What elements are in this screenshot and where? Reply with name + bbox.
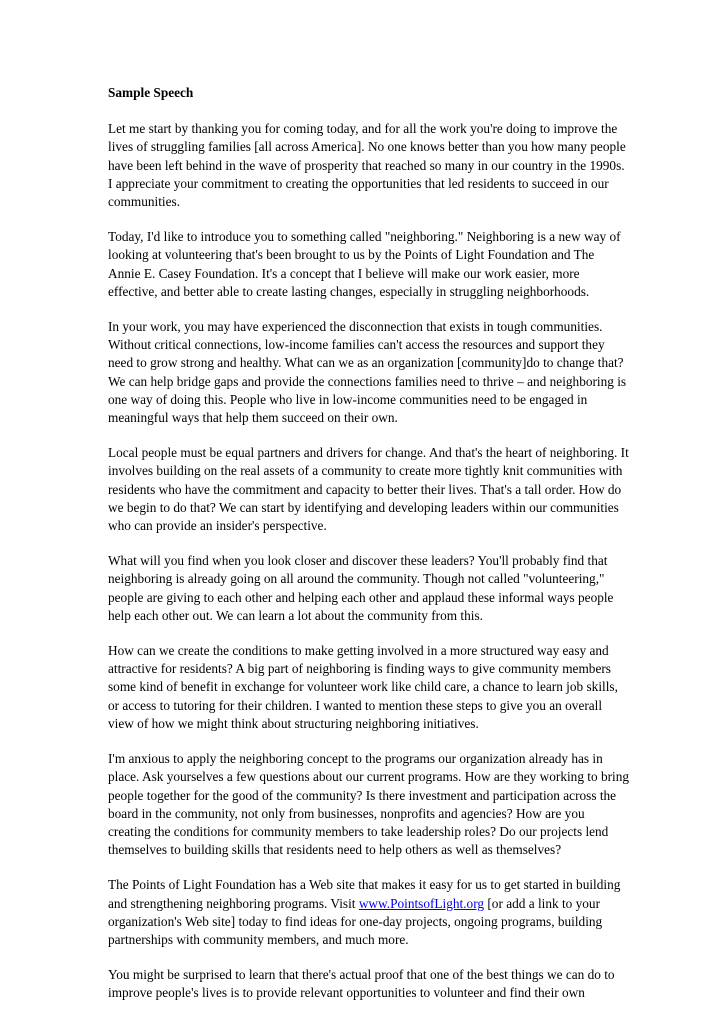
text-line: have been left behind in the wave of prosperity that reached so many in our country in the 1990s. (108, 157, 625, 173)
points-of-light-link[interactable]: www.PointsofLight.org (358, 895, 485, 911)
paragraph-5 (108, 552, 628, 625)
text-line: view of how we might think about structuring neighboring initiatives. (108, 715, 479, 731)
text-line: we begin to do that? We can start by identifying and developing leaders within our communities (108, 499, 619, 515)
text-line: Today, I'd like to introduce you to something called "neighboring." Neighboring is a new way of (108, 229, 621, 245)
text-line: In your work, you may have experienced the disconnection that exists in tough communities. (108, 319, 603, 335)
text-line-with-link (108, 895, 628, 913)
text-line: I'm anxious to apply the neighboring concept to the programs our organization already has in (108, 751, 603, 767)
text-line: improve people's lives is to provide relevant opportunities to volunteer and find their own (108, 985, 585, 1001)
paragraph-8 (108, 876, 628, 949)
text-line: place. Ask yourselves a few questions about our current programs. How are they working to bring (108, 769, 630, 785)
text-line: organization's Web site] today to find ideas for one-day projects, ongoing programs, building (108, 913, 603, 929)
text-line: looking at volunteering that's been brought to us by the Points of Light Foundation and The (108, 247, 595, 263)
text-line: people are giving to each other and helping each other and applaud these informal ways people (108, 589, 614, 605)
text-line: or access to tutoring for their children. I wanted to mention these steps to give you an overall (108, 697, 603, 713)
text-line: people together for the good of the community? Is there investment and participation across the (108, 787, 617, 803)
text-line: effective, and better able to create lasting changes, especially in struggling neighborhoods. (108, 283, 590, 299)
document-page (108, 84, 628, 1020)
text-line: residents who have the commitment and capacity to better their lives. That's a tall order. How do (108, 481, 622, 497)
text-line: partnerships with community members, and much more. (108, 931, 409, 947)
text-line: Local people must be equal partners and drivers for change. And that's the heart of neighboring. It (108, 445, 629, 461)
paragraph-1 (108, 120, 628, 211)
text-line: lives of struggling families [all across America]. No one knows better than you how many people (108, 139, 626, 155)
text-line: meaningful ways that help them succeed on their own. (108, 410, 398, 426)
text-line: You might be surprised to learn that there's actual proof that one of the best things we can do to (108, 967, 615, 983)
text-line: Without critical connections, low-income families can't access the resources and support they (108, 337, 605, 353)
text-line: How can we create the conditions to make getting involved in a more structured way easy and (108, 643, 609, 659)
text-line: communities. (108, 194, 181, 210)
text-line: who can provide an insider's perspective. (108, 518, 327, 534)
text-line: Annie E. Casey Foundation. It's a concept that I believe will make our work easier, more (108, 265, 580, 281)
paragraph-9 (108, 966, 628, 1002)
text-line: involves building on the real assets of a community to create more tightly knit communities with (108, 463, 623, 479)
text-line: What will you find when you look closer and discover these leaders? You'll probably find that (108, 553, 608, 569)
text-line: themselves to building skills that residents need to help others as well as themselves? (108, 842, 562, 858)
paragraph-7 (108, 750, 628, 859)
text-segment: [or add a link to your (484, 895, 600, 911)
text-line: one way of doing this. People who live in low-income communities need to be engaged in (108, 391, 588, 407)
paragraph-3 (108, 318, 628, 427)
paragraph-6 (108, 642, 628, 733)
paragraph-2 (108, 228, 628, 301)
text-line: neighboring is already going on all around the community. Though not called "volunteering," (108, 571, 605, 587)
text-line: creating the conditions for community members to take leadership roles? Do our projects lend (108, 823, 609, 839)
text-line: board in the community, not only from businesses, nonprofits and agencies? How are you (108, 805, 585, 821)
text-line: The Points of Light Foundation has a Web site that makes it easy for us to get started in building (108, 877, 621, 893)
text-line: Let me start by thanking you for coming today, and for all the work you're doing to improve the (108, 121, 618, 137)
text-line: We can help bridge gaps and provide the connections families need to thrive – and neighboring is (108, 373, 627, 389)
paragraph-4 (108, 444, 628, 535)
text-segment: and strengthening neighboring programs. Visit (108, 895, 359, 911)
text-line: I appreciate your commitment to creating the opportunities that led residents to succeed in our (108, 175, 609, 191)
text-line: some kind of benefit in exchange for volunteer work like child care, a chance to learn job skills, (108, 679, 618, 695)
text-line: help each other out. We can learn a lot about the community from this. (108, 607, 483, 623)
document-title: Sample Speech (108, 85, 194, 100)
text-line: need to grow strong and healthy. What can we as an organization [community]do to change that? (108, 355, 624, 371)
text-line: attractive for residents? A big part of neighboring is finding ways to give community members (108, 661, 611, 677)
